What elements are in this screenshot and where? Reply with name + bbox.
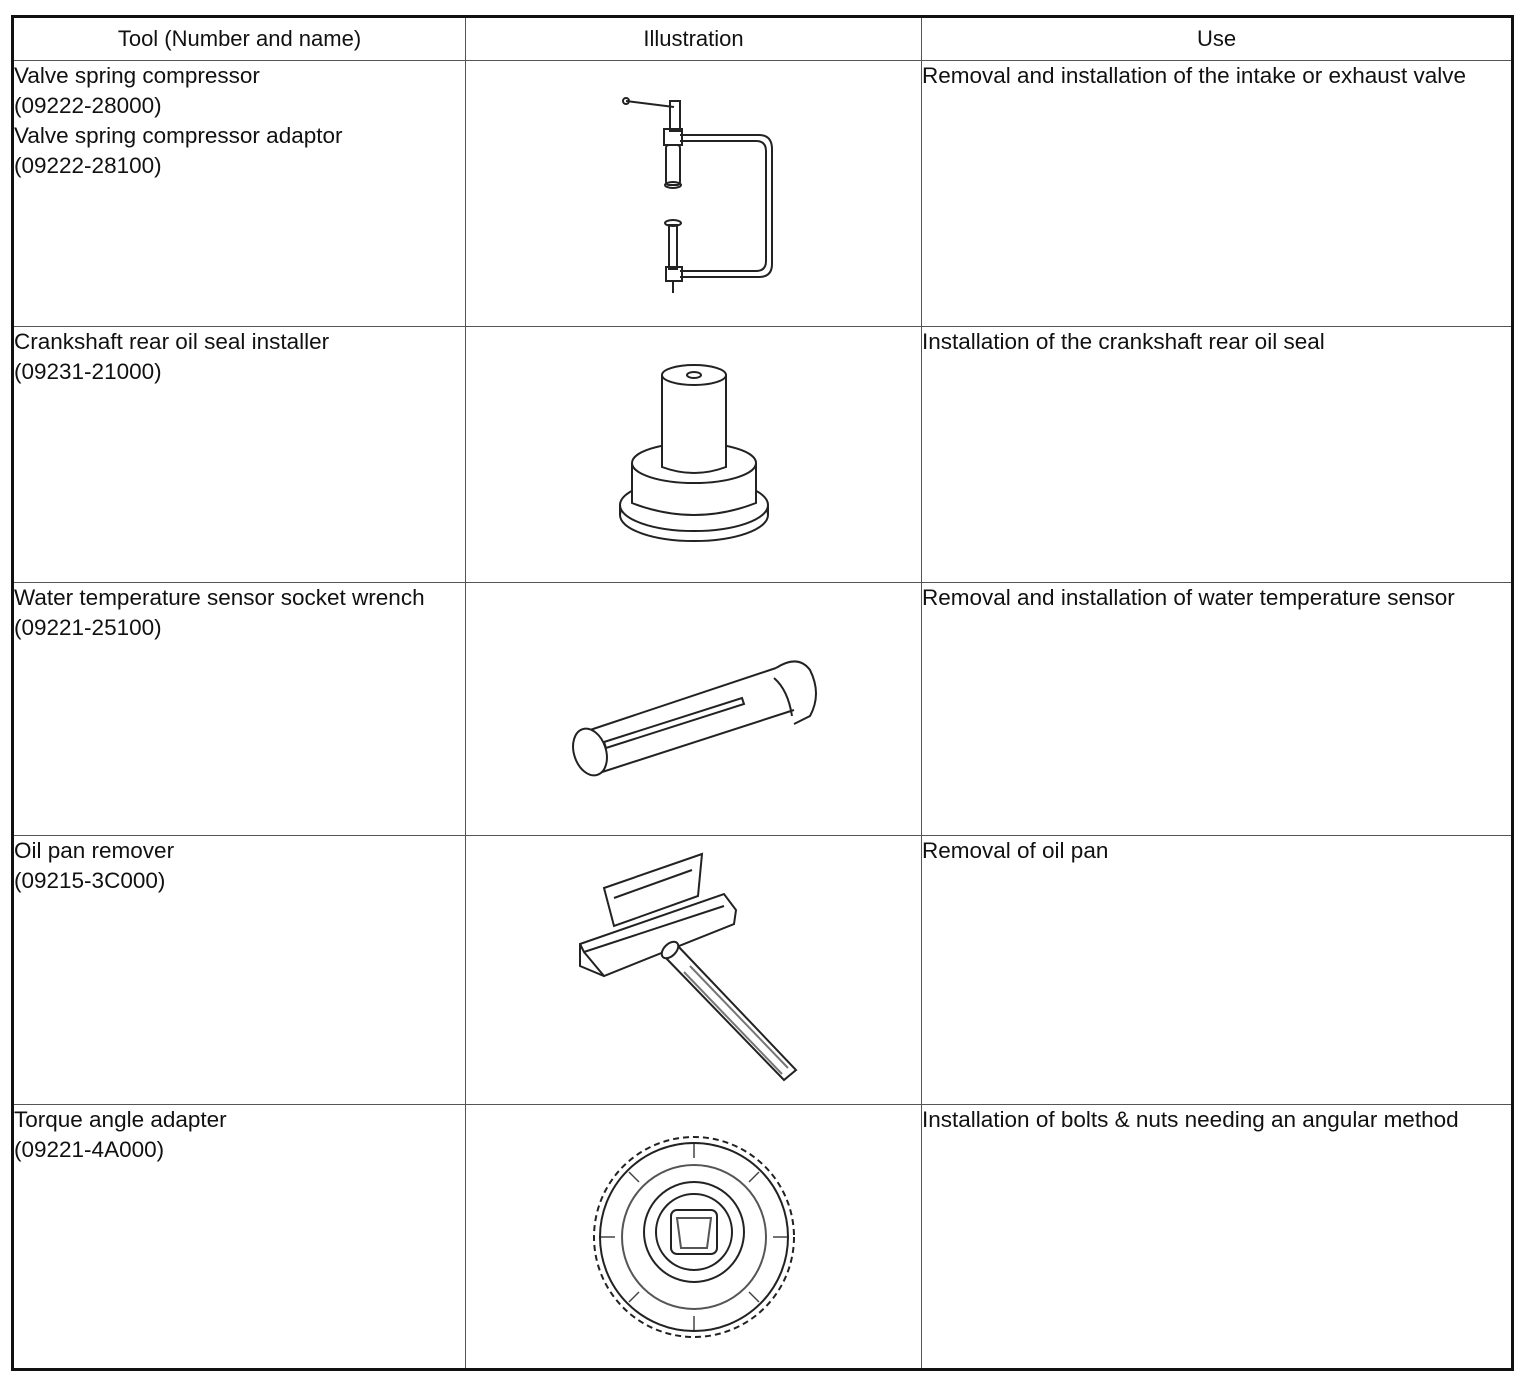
use-cell: Removal and installation of water temperature sensor (922, 583, 1513, 836)
tool-number: (09222-28000) (14, 93, 162, 118)
illustration-cell (466, 61, 922, 327)
tool-number: (09215-3C000) (14, 868, 166, 893)
header-use: Use (922, 17, 1513, 61)
illustration-cell (466, 836, 922, 1105)
header-tool: Tool (Number and name) (13, 17, 466, 61)
tool-cell (13, 583, 466, 836)
illustration-cell (466, 1105, 922, 1370)
tool-number: (09222-28100) (14, 153, 162, 178)
valve-spring-compressor-icon (594, 89, 794, 299)
header-illustration: Illustration (466, 17, 922, 61)
table-row (13, 327, 1513, 583)
socket-wrench-icon (564, 634, 824, 784)
illustration-cell (466, 327, 922, 583)
table-row (13, 836, 1513, 1105)
use-cell: Removal and installation of the intake or exhaust valve (922, 61, 1513, 327)
tool-cell (13, 836, 466, 1105)
tool-name: Oil pan remover (14, 838, 175, 863)
tool-number: (09221-4A000) (14, 1137, 165, 1162)
tool-number: (09231-21000) (14, 359, 162, 384)
tool-name: Crankshaft rear oil seal installer (14, 329, 330, 354)
header-row (13, 17, 1513, 61)
tool-name: Valve spring compressor (14, 63, 260, 88)
use-cell: Installation of bolts & nuts needing an angular method (922, 1105, 1513, 1370)
table-row (13, 61, 1513, 327)
illustration-cell (466, 583, 922, 836)
tool-name: Torque angle adapter (14, 1107, 227, 1132)
tool-number: (09221-25100) (14, 615, 162, 640)
tool-name: Valve spring compressor adaptor (14, 123, 343, 148)
use-cell: Installation of the crankshaft rear oil seal (922, 327, 1513, 583)
tool-name: Water temperature sensor socket wrench (14, 585, 425, 610)
oil-seal-installer-icon (609, 355, 779, 555)
tool-cell (13, 327, 466, 583)
tool-cell (13, 61, 466, 327)
torque-angle-adapter-icon (589, 1132, 799, 1342)
oil-pan-remover-icon (574, 848, 814, 1093)
special-tools-table (11, 15, 1514, 1371)
use-cell: Removal of oil pan (922, 836, 1513, 1105)
table-row (13, 1105, 1513, 1370)
tool-cell (13, 1105, 466, 1370)
table-row (13, 583, 1513, 836)
